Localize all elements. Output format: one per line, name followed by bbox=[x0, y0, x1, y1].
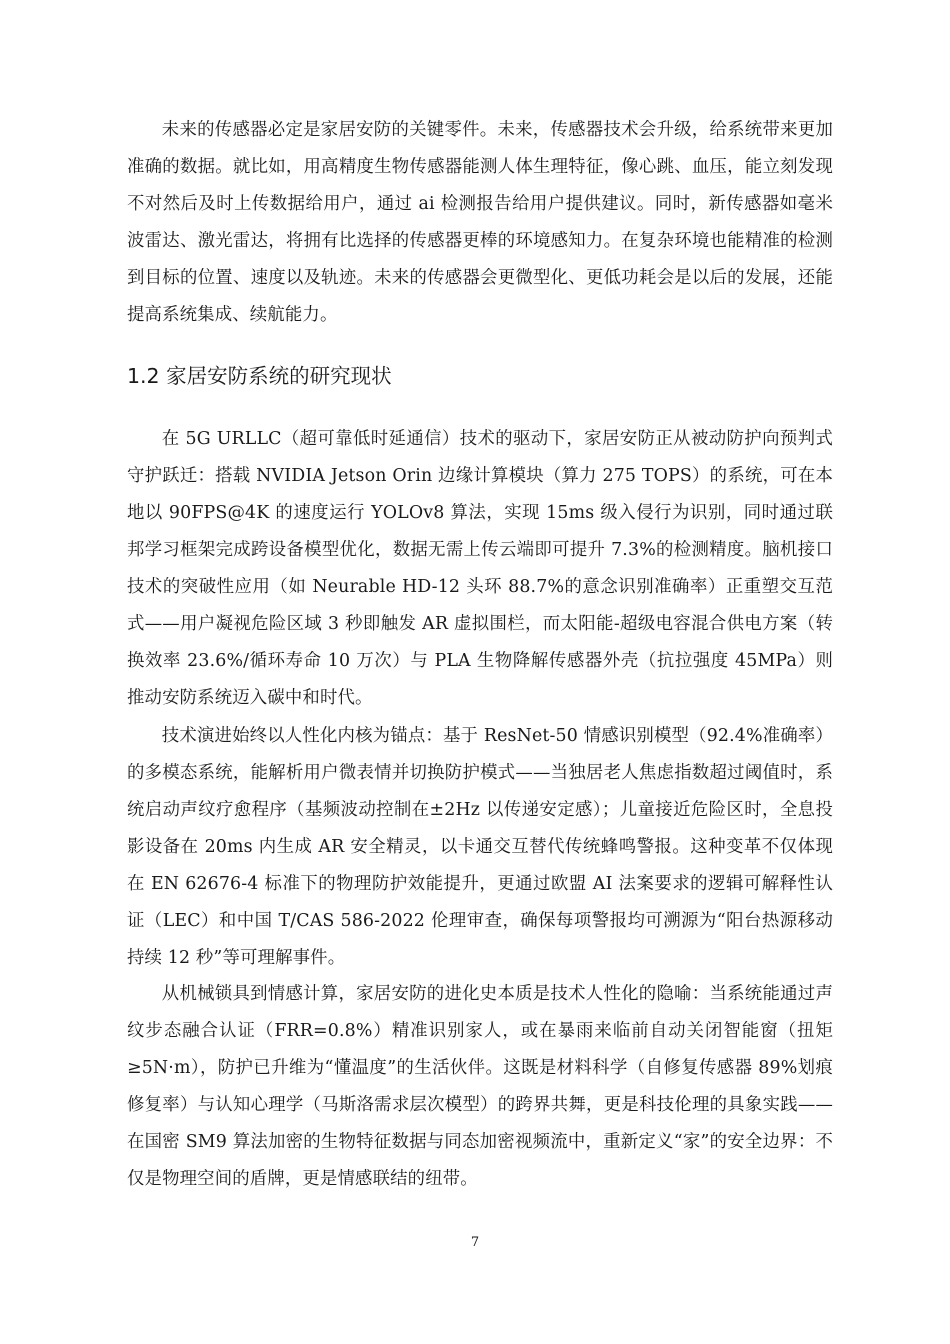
paragraph-evolution: 从机械锁具到情感计算，家居安防的进化史本质是技术人性化的隐喻：当系统能通过声纹步态融合认证（FRR=0.8%）精准识别家人，或在暴雨来临前自动关闭智能窗（扭矩≥5N·m），防护已升维为“懂温度”的生活伙伴。这既是材料科学（自修复传感器 89%划痕修复率）与认知心理学（马斯洛需求层次模型）的跨界共舞，更是科技伦理的具象实践——在国密 SM9 算法加密的生物特征数据与同态加密视频流中，重新定义“家”的安全边界：不仅是物理空间的盾牌，更是情感联结的纽带。 bbox=[127, 984, 833, 1189]
paragraph-humanized-tech: 技术演进始终以人性化内核为锚点：基于 ResNet-50 情感识别模型（92.4%准确率）的多模态系统，能解析用户微表情并切换防护模式——当独居老人焦虑指数超过阈值时，系统启动声纹疗愈程序（基频波动控制在±2Hz 以传递安定感）；儿童接近危险区时，全息投影设备在 20ms 内生成 AR 安全精灵，以卡通交互替代传统蜂鸣警报。这种变革不仅体现在 EN 62676-4 标准下的物理防护效能提升，更通过欧盟 AI 法案要求的逻辑可解释性认证（LEC）和中国 T/CAS 586-2022 伦理审查，确保每项警报均可溯源为“阳台热源移动持续 12 秒”等可理解事件。 bbox=[127, 726, 833, 968]
section-heading: 1.2 家居安防系统的研究现状 bbox=[127, 364, 392, 388]
paragraph-5g-urllc: 在 5G URLLC（超可靠低时延通信）技术的驱动下，家居安防正从被动防护向预判式守护跃迁：搭载 NVIDIA Jetson Orin 边缘计算模块（算力 275 TOPS）的系统，可在本地以 90FPS@4K 的速度运行 YOLOv8 算法，实现 15ms 级入侵行为识别，同时通过联邦学习框架完成跨设备模型优化，数据无需上传云端即可提升 7.3%的检测精度。脑机接口技术的突破性应用（如 Neurable HD-12 头环 88.7%的意念识别准确率）正重塑交互范式——用户凝视危险区域 3 秒即触发 AR 虚拟围栏，而太阳能-超级电容混合供电方案（转换效率 23.6%/循环寿命 10 万次）与 PLA 生物降解传感器外壳（抗拉强度 45MPa）则推动安防系统迈入碳中和时代。 bbox=[127, 429, 833, 708]
paragraph-future-sensors: 未来的传感器必定是家居安防的关键零件。未来，传感器技术会升级，给系统带来更加准确的数据。就比如，用高精度生物传感器能测人体生理特征，像心跳、血压，能立刻发现不对然后及时上传数据给用户，通过 ai 检测报告给用户提供建议。同时，新传感器如毫米波雷达、激光雷达，将拥有比选择的传感器更棒的环境感知力。在复杂环境也能精准的检测到目标的位置、速度以及轨迹。未来的传感器会更微型化、更低功耗会是以后的发展，还能提高系统集成、续航能力。 bbox=[127, 120, 833, 325]
page-number: 7 bbox=[470, 1235, 480, 1250]
